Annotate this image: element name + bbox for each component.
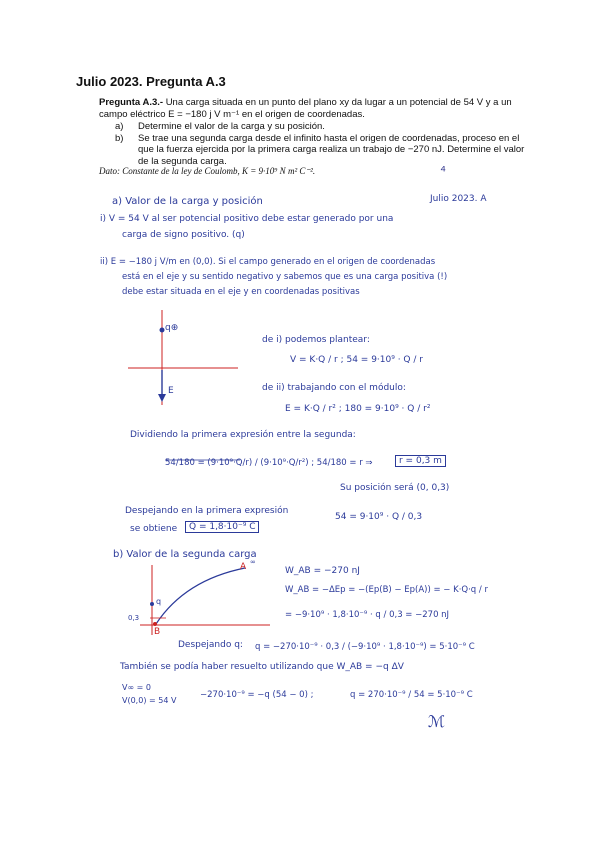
hw-ii-line3: debe estar situada en el eje y en coordenadas positivas [122,287,360,297]
point-b [153,622,157,626]
problem-label: Pregunta A.3.- [99,97,164,108]
signature: ℳ [428,712,446,731]
hw-v0: V(0,0) = 54 V [122,696,177,705]
hw-posicion: Su posición será (0, 0,3) [340,483,450,493]
part-text: Se trae una segunda carga desde el infinito hasta el origen de coordenadas, proceso en el que la fuerza ejercida por la primera carga realiza un trabajo de −270 nJ. Determine el valor de la segunda carga. [138,132,525,167]
hw-i-line2: carga de signo positivo. (q) [122,230,245,240]
part-letter: b) [115,132,124,144]
field-arrowhead [158,394,166,402]
charge-q-b [150,602,154,606]
fig-distance: 0,3 [128,614,140,622]
hw-ii-line2: está en el eje y su sentido negativo y sabemos que es una carga positiva (!) [122,272,448,282]
hw-de-i: de i) podemos plantear: [262,335,370,345]
part-b-heading: b) Valor de la segunda carga [113,549,257,560]
hw-dividiendo: Dividiendo la primera expresión entre la segunda: [130,430,356,440]
hw-q-eq: q = −270·10⁻⁹ · 0,3 / (−9·10⁹ · 1,8·10⁻⁹) = 5·10⁻⁹ C [255,642,475,652]
hw-ii-line1: ii) E = −180 j V/m en (0,0). Si el campo generado en el origen de coordenadas [100,257,436,267]
hw-eq-v: V = K·Q / r ; 54 = 9·10⁹ · Q / r [290,355,423,365]
corner-label: Julio 2023. A [430,194,487,204]
flag-mark: ⁴ [440,162,447,178]
hw-q-result [185,522,259,532]
hw-tambien: También se podía haber resuelto utilizando que W_AB = −q ΔV [120,662,404,672]
fig-infinity: ∞ [250,558,256,566]
hw-div-eq: 54/180 = (9·10⁹·Q/r) / (9·10⁹·Q/r²) ; 54/180 = r ⇒ [165,458,373,468]
hw-w-alt: −270·10⁻⁹ = −q (54 − 0) ; [200,690,314,700]
fig-q-b: q [156,597,162,606]
part-a-heading: a) Valor de la carga y posición [112,196,263,207]
problem-text: Una carga situada en un punto del plano xy da lugar a un potencial de 54 V y a un campo eléctrico E = −180 j V m⁻¹ en el origen de coordenadas. [99,97,512,120]
r-result-box: r = 0,3 m [395,455,446,467]
hw-r-result [395,456,446,466]
path-curve [156,568,245,624]
hw-despejando: Despejando en la primera expresión [125,506,289,516]
part-text: Determine el valor de la carga y su posición. [138,121,325,132]
fig-point-b: B [154,627,161,637]
hw-w1: W_AB = −270 nJ [285,566,360,576]
charge-point [160,328,165,333]
fig-charge-label: q⊕ [165,323,179,333]
page-title: Julio 2023. Pregunta A.3 [76,74,226,89]
hw-eq-54: 54 = 9·10⁹ · Q / 0,3 [335,512,423,522]
fig-e-label: E [168,386,174,396]
hw-i-line1: i) V = 54 V al ser potencial positivo debe estar generado por una [100,214,394,224]
hw-despejando-q: Despejando q: [178,640,243,650]
hw-w2: W_AB = −ΔEp = −(Ep(B) − Ep(A)) = − K·Q·q / r [285,585,488,595]
hw-obtiene: se obtiene [130,524,178,534]
q-result-box: Q = 1,8·10⁻⁹ C [185,521,259,533]
part-letter: a) [115,121,124,132]
fig-point-a: A [240,562,247,572]
hw-q-alt: q = 270·10⁻⁹ / 54 = 5·10⁻⁹ C [350,690,473,700]
hw-w3: = −9·10⁹ · 1,8·10⁻⁹ · q / 0,3 = −270 nJ [285,610,450,620]
hw-de-ii: de ii) trabajando con el módulo: [262,383,406,393]
hw-vinf: V∞ = 0 [122,683,152,692]
dato-line: Dato: Constante de la ley de Coulomb, K = 9·10⁹ N m² C⁻². [99,166,316,176]
hw-eq-e: E = K·Q / r² ; 180 = 9·10⁹ · Q / r² [285,404,431,414]
